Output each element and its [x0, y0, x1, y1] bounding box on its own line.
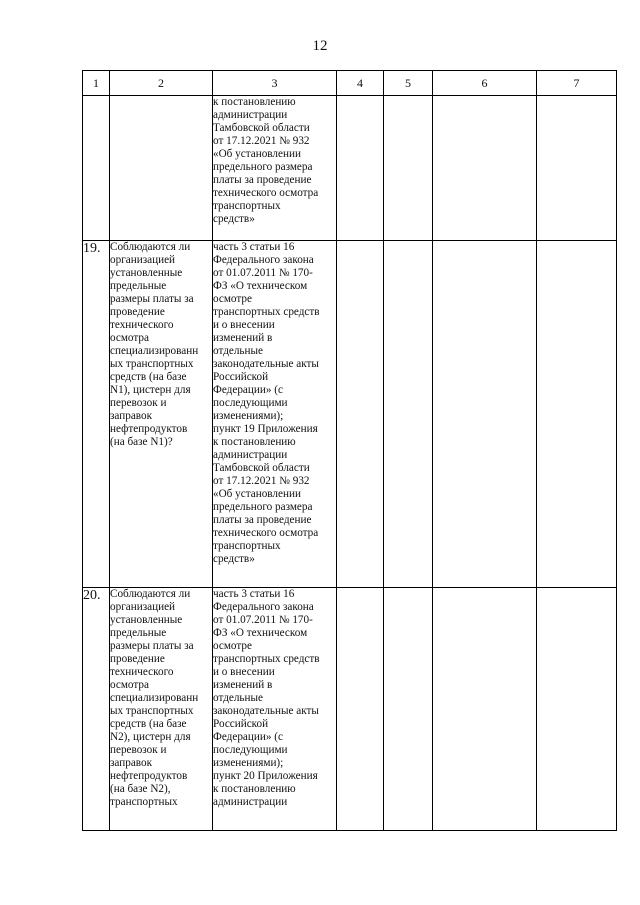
table-row	[83, 241, 617, 588]
empty-cell	[433, 588, 537, 831]
empty-cell	[337, 241, 384, 588]
column-header: 4	[337, 71, 384, 96]
text-line: организацией	[110, 601, 176, 613]
text-line: (на базе N2),	[110, 783, 171, 795]
text-line: ФЗ «О техническом	[213, 627, 308, 639]
text-line: транспортных средств	[213, 306, 320, 318]
text-line: осмотре	[213, 640, 252, 652]
text-line: N1), цистерн для	[110, 384, 191, 396]
empty-cell	[537, 96, 617, 241]
text-line: Федерального закона	[213, 254, 314, 266]
row-number	[83, 96, 110, 241]
text-line: отдельные	[213, 345, 263, 357]
text-line: изменений в	[213, 679, 273, 691]
text-line: размеры платы за	[110, 293, 194, 305]
text-line: Тамбовской области	[213, 122, 310, 134]
table-row	[83, 96, 617, 241]
text-line: установленные	[110, 614, 183, 626]
text-line: ых транспортных	[110, 705, 194, 717]
text-line: «Об установлении	[213, 148, 301, 160]
text-line: предельного размера	[213, 501, 313, 513]
table-row	[83, 588, 617, 831]
text-line: (на базе N1)?	[110, 436, 173, 448]
text-line: Соблюдаются ли	[110, 241, 191, 253]
text-line: Федерального закона	[213, 601, 314, 613]
question-cell	[110, 588, 213, 831]
text-line: от 17.12.2021 № 932	[213, 135, 310, 147]
text-line: Тамбовской области	[213, 462, 310, 474]
row-number: 20.	[83, 588, 110, 831]
text-line: средств»	[213, 213, 255, 225]
text-line: Российской	[213, 718, 269, 730]
text-line: средств (на базе	[110, 371, 187, 383]
text-line: к постановлению	[213, 436, 296, 448]
text-line: предельные	[110, 280, 167, 292]
text-line: средств»	[213, 553, 255, 565]
text-line: Федерации» (с	[213, 731, 283, 743]
text-line: платы за проведение	[213, 174, 312, 186]
text-line: N2), цистерн для	[110, 731, 191, 743]
text-line: заправок	[110, 757, 153, 769]
text-line: изменениями);	[213, 410, 284, 422]
empty-cell	[337, 96, 384, 241]
text-line: к постановлению	[213, 96, 296, 108]
text-line: нефтепродуктов	[110, 770, 188, 782]
empty-cell	[537, 241, 617, 588]
text-line: часть 3 статьи 16	[213, 241, 295, 253]
text-line: от 01.07.2011 № 170-	[213, 267, 313, 279]
reference-cell	[213, 588, 337, 831]
empty-cell	[384, 588, 433, 831]
text-line: перевозок и	[110, 397, 167, 409]
text-line: специализированн	[110, 345, 199, 357]
text-line: и о внесении	[213, 319, 275, 331]
column-header: 7	[537, 71, 617, 96]
text-line: от 17.12.2021 № 932	[213, 475, 310, 487]
row-number: 19.	[83, 241, 110, 588]
question-cell	[110, 96, 213, 241]
column-header: 5	[384, 71, 433, 96]
text-line: администрации	[213, 109, 288, 121]
page-number: 12	[312, 38, 328, 54]
text-line: изменениями);	[213, 757, 284, 769]
text-line: последующими	[213, 397, 288, 409]
text-line: установленные	[110, 267, 183, 279]
column-header: 3	[213, 71, 337, 96]
text-line: и о внесении	[213, 666, 275, 678]
text-line: специализированн	[110, 692, 199, 704]
text-line: предельного размера	[213, 161, 313, 173]
text-line: Федерации» (с	[213, 384, 283, 396]
text-line: ФЗ «О техническом	[213, 280, 308, 292]
column-header: 2	[110, 71, 213, 96]
empty-cell	[433, 96, 537, 241]
column-header: 1	[83, 71, 110, 96]
text-line: к постановлению	[213, 783, 296, 795]
text-line: Российской	[213, 371, 269, 383]
empty-cell	[433, 241, 537, 588]
reference-cell	[213, 241, 337, 588]
text-line: технического	[110, 666, 174, 678]
text-line: предельные	[110, 627, 167, 639]
column-header-row	[83, 71, 617, 96]
text-line: администрации	[213, 796, 288, 808]
text-line: изменений в	[213, 332, 273, 344]
text-line: транспортных	[213, 540, 281, 552]
empty-cell	[384, 241, 433, 588]
text-line: законодательные акты	[213, 358, 319, 370]
text-line: платы за проведение	[213, 514, 312, 526]
text-line: «Об установлении	[213, 488, 301, 500]
text-line: технического	[110, 319, 174, 331]
text-line: технического осмотра	[213, 187, 319, 199]
text-line: осмотра	[110, 332, 149, 344]
text-line: администрации	[213, 449, 288, 461]
text-line: последующими	[213, 744, 288, 756]
text-line: пункт 20 Приложения	[213, 770, 318, 782]
text-line: часть 3 статьи 16	[213, 588, 295, 600]
empty-cell	[337, 588, 384, 831]
text-line: технического осмотра	[213, 527, 319, 539]
text-line: проведение	[110, 653, 165, 665]
text-line: размеры платы за	[110, 640, 194, 652]
text-line: от 01.07.2011 № 170-	[213, 614, 313, 626]
text-line: отдельные	[213, 692, 263, 704]
checklist-table	[82, 70, 617, 831]
text-line: организацией	[110, 254, 176, 266]
question-cell	[110, 241, 213, 588]
text-line: транспортных	[213, 200, 281, 212]
empty-cell	[384, 96, 433, 241]
empty-cell	[537, 588, 617, 831]
text-line: проведение	[110, 306, 165, 318]
text-line: перевозок и	[110, 744, 167, 756]
column-header: 6	[433, 71, 537, 96]
reference-cell	[213, 96, 337, 241]
text-line: Соблюдаются ли	[110, 588, 191, 600]
text-line: нефтепродуктов	[110, 423, 188, 435]
text-line: транспортных	[110, 796, 178, 808]
text-line: заправок	[110, 410, 153, 422]
text-line: ых транспортных	[110, 358, 194, 370]
text-line: транспортных средств	[213, 653, 320, 665]
text-line: средств (на базе	[110, 718, 187, 730]
text-line: законодательные акты	[213, 705, 319, 717]
text-line: осмотре	[213, 293, 252, 305]
text-line: пункт 19 Приложения	[213, 423, 318, 435]
text-line: осмотра	[110, 679, 149, 691]
